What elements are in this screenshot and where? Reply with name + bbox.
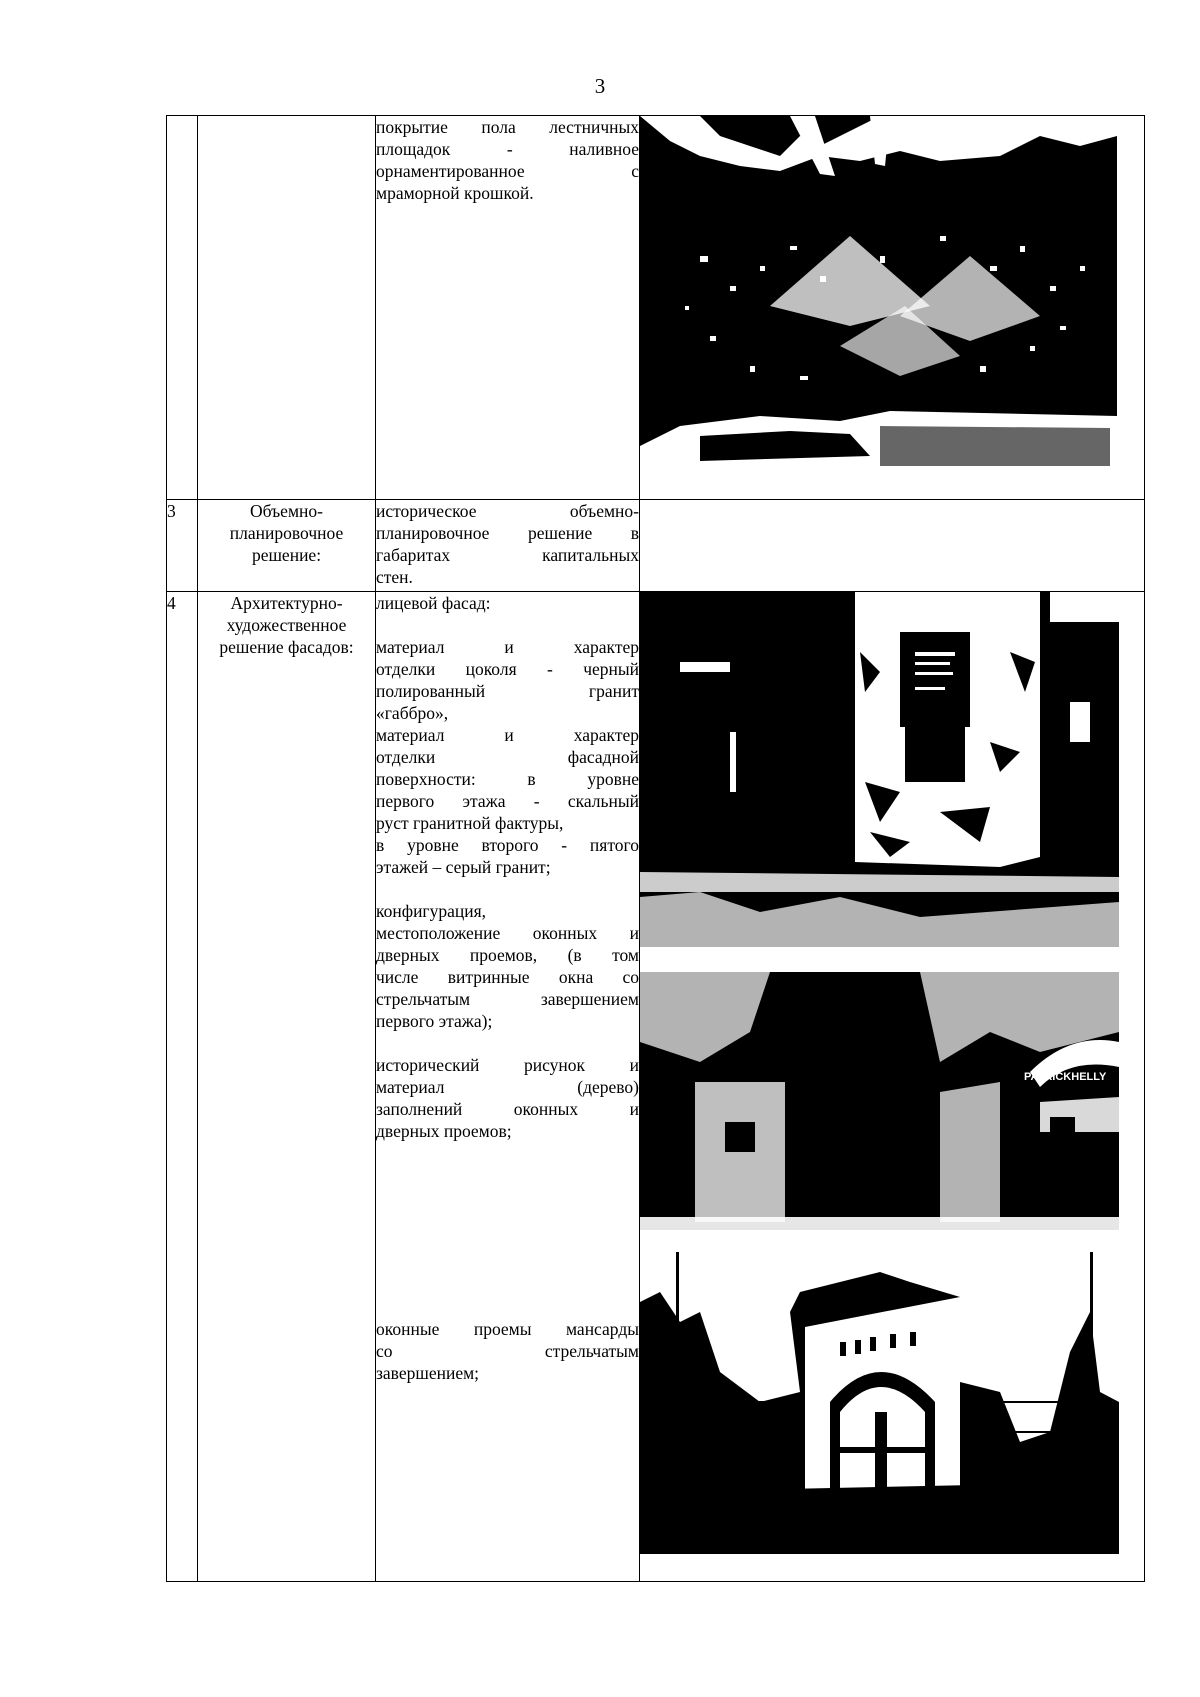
- row-photo-cell: [640, 500, 1145, 592]
- desc-line: первого этажа);: [376, 1011, 493, 1031]
- desc-line: историческое объемно-: [376, 501, 639, 521]
- desc-line: полированный гранит: [376, 681, 639, 701]
- desc-line: орнаментированное с: [376, 161, 639, 181]
- desc-line: покрытие пола лестничных: [376, 117, 639, 137]
- row-description-cell: [376, 500, 640, 592]
- facade-title: лицевой фасад:: [376, 593, 491, 613]
- shopfront-image: [640, 972, 1119, 1230]
- desc-line: отделки цоколя - черный: [376, 659, 639, 679]
- shopfront-photo: [640, 972, 1119, 1230]
- row-name-cell: [198, 116, 376, 500]
- row-description-cell: [376, 592, 640, 1582]
- desc-line: со стрельчатым: [376, 1341, 639, 1361]
- desc-line: стрельчатым завершением: [376, 989, 639, 1009]
- desc-line: стен.: [376, 567, 413, 587]
- desc-line: завершением;: [376, 1363, 480, 1383]
- table-row: [167, 500, 1145, 592]
- desc-line: в уровне второго - пятого: [376, 835, 639, 855]
- monument-features-table: [166, 115, 1145, 1582]
- row-name-cell: [198, 592, 376, 1582]
- desc-line: площадок - наливное: [376, 139, 639, 159]
- row-number-cell: 4: [167, 592, 198, 1582]
- name-line: планировочное: [229, 523, 344, 543]
- table-row: [167, 116, 1145, 500]
- facade-plinth-photo: [640, 592, 1119, 947]
- name-line: решение:: [251, 545, 322, 565]
- shop-sign: PATRICKHELLY: [1024, 1071, 1107, 1083]
- desc-line: планировочное решение в: [376, 523, 639, 543]
- staircase-floor-image: [640, 116, 1117, 472]
- name-line: художественное: [226, 615, 347, 635]
- row-number-cell: [167, 116, 198, 500]
- desc-line: этажей – серый гранит;: [376, 857, 551, 877]
- desc-line: исторический рисунок и: [376, 1055, 639, 1075]
- desc-line: местоположение оконных и: [376, 923, 639, 943]
- desc-line: оконные проемы мансарды: [376, 1319, 639, 1339]
- desc-line: габаритах капитальных: [376, 545, 639, 565]
- row-photo-cell: [640, 116, 1145, 500]
- row-description-cell: [376, 116, 640, 500]
- facade-plinth-image: [640, 592, 1119, 947]
- row-photo-cell: [640, 592, 1145, 1582]
- name-line: Архитектурно-: [230, 593, 343, 613]
- desc-line: заполнений оконных и: [376, 1099, 639, 1119]
- row-name-cell: [198, 500, 376, 592]
- desc-line: первого этажа - скальный: [376, 791, 639, 811]
- desc-line: «габбро»,: [376, 703, 449, 723]
- table-row: [167, 592, 1145, 1582]
- desc-line: руст гранитной фактуры,: [376, 813, 564, 833]
- name-line: решение фасадов:: [219, 637, 354, 657]
- desc-line: материал (дерево): [376, 1077, 639, 1097]
- name-line: Объемно-: [250, 501, 323, 521]
- desc-line: числе витринные окна со: [376, 967, 639, 987]
- row-number-cell: 3: [167, 500, 198, 592]
- desc-line: материал и характер: [376, 637, 639, 657]
- desc-line: дверных проемов;: [376, 1121, 512, 1141]
- desc-line: поверхности: в уровне: [376, 769, 639, 789]
- desc-line: мраморной крошкой.: [376, 183, 534, 203]
- staircase-floor-photo: [640, 116, 1117, 472]
- mansard-window-photo: [640, 1252, 1119, 1554]
- desc-line: материал и характер: [376, 725, 639, 745]
- desc-line: отделки фасадной: [376, 747, 639, 767]
- mansard-window-image: [640, 1252, 1119, 1554]
- desc-line: дверных проемов, (в том: [376, 945, 639, 965]
- desc-line: конфигурация,: [376, 901, 487, 921]
- page-number: 3: [594, 74, 606, 98]
